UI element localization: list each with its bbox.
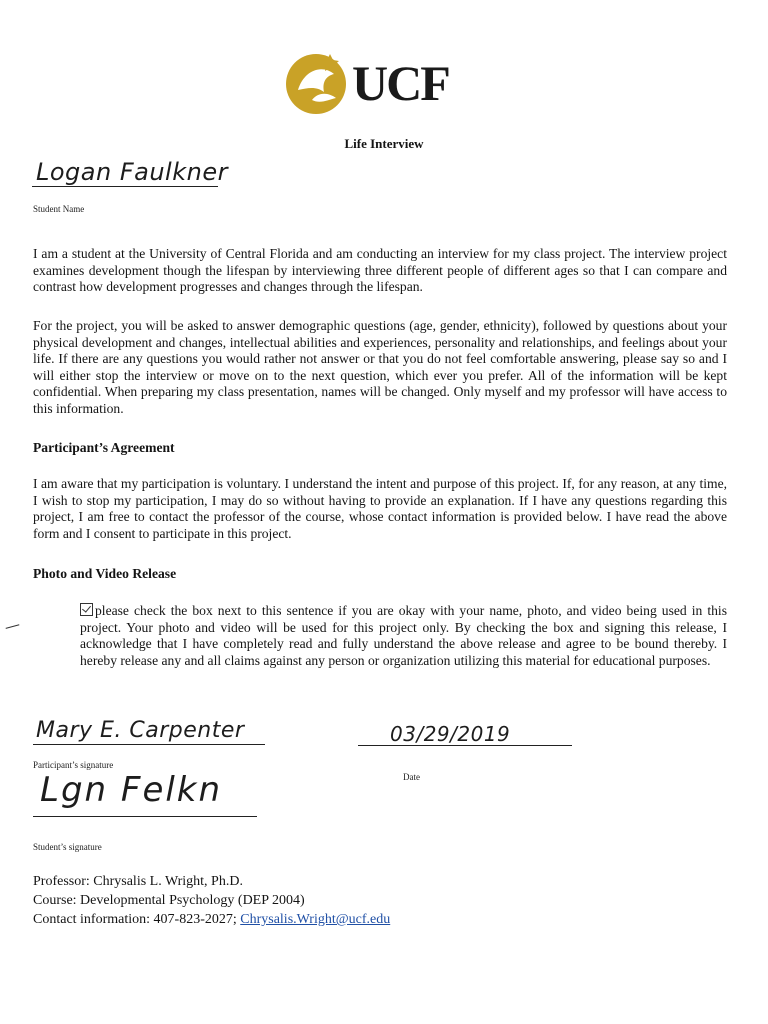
- page-title: Life Interview: [344, 136, 424, 151]
- participant-signature-line: [33, 744, 265, 745]
- release-text: please check the box next to this sentence if you are okay with your name, photo, and video being used in this project. Your photo and video will be used for this project only. By checking the box and signing this release, I acknowledge that I have completely read and fully understand the above release and agree to be bound thereby. I hereby release any and all claims against any person or organization utilizing this material for educational purposes.: [80, 603, 727, 668]
- contact-prefix: Contact information: 407-823-2027;: [33, 912, 241, 927]
- release-heading: Photo and Video Release: [33, 566, 177, 581]
- participant-signature: Mary E. Carpenter: [36, 718, 245, 743]
- student-signature-line: [33, 816, 257, 817]
- ucf-logo: [282, 40, 482, 120]
- pegasus-icon: [282, 40, 352, 120]
- course-line: Course: Developmental Psychology (DEP 2004): [33, 893, 305, 908]
- margin-mark: [6, 624, 21, 632]
- release-paragraph: [80, 603, 727, 669]
- agreement-paragraph: I am aware that my participation is voluntary. I understand the intent and purpose of this project. If, for any reason, at any time, I wish to stop my participation, I may do so without having to provide an explanation. If I have any questions regarding this project, I am free to contact the professor of the course, whose contact information is provided below. I have read the above form and I consent to participate in this project.: [33, 476, 727, 541]
- intro-paragraph: I am a student at the University of Central Florida and am conducting an interview for my class project. The interview project examines development though the lifespan by interviewing three different people of different ages so that I can compare and contrast how development progresses and changes through the lifespan.: [33, 246, 727, 294]
- professor-name: Professor: Chrysalis L. Wright, Ph.D.: [33, 874, 243, 889]
- student-name-line: [32, 186, 218, 187]
- date-value: 03/29/2019: [390, 722, 511, 746]
- student-name-label: Student Name: [33, 204, 85, 214]
- date-label: Date: [403, 772, 420, 782]
- student-signature: Lgn Felkn: [40, 770, 223, 810]
- professor-email-link[interactable]: Chrysalis.Wright@ucf.edu: [240, 912, 391, 927]
- participant-signature-label: Participant’s signature: [33, 760, 114, 770]
- agreement-heading: Participant’s Agreement: [33, 440, 175, 455]
- contact-line: [33, 910, 390, 929]
- student-name-signature: Logan Faulkner: [36, 158, 228, 186]
- logo-wordmark: UCF: [352, 55, 449, 111]
- project-paragraph: For the project, you will be asked to answer demographic questions (age, gender, ethnicity), followed by questions about your physical development and changes, intellectual abilities and experiences, personality and relationships, and feelings about your life. If there are any questions you would rather not answer or that you do not feel comfortable answering, please say so and I will either stop the interview or move on to the next question, which ever you prefer. All of the information will be kept confidential. When preparing my class presentation, names will be changed. Only myself and my professor will have access to this information.: [33, 318, 727, 416]
- student-signature-label: Student’s signature: [33, 842, 102, 852]
- release-checkbox[interactable]: [80, 603, 93, 616]
- date-line: [358, 745, 572, 746]
